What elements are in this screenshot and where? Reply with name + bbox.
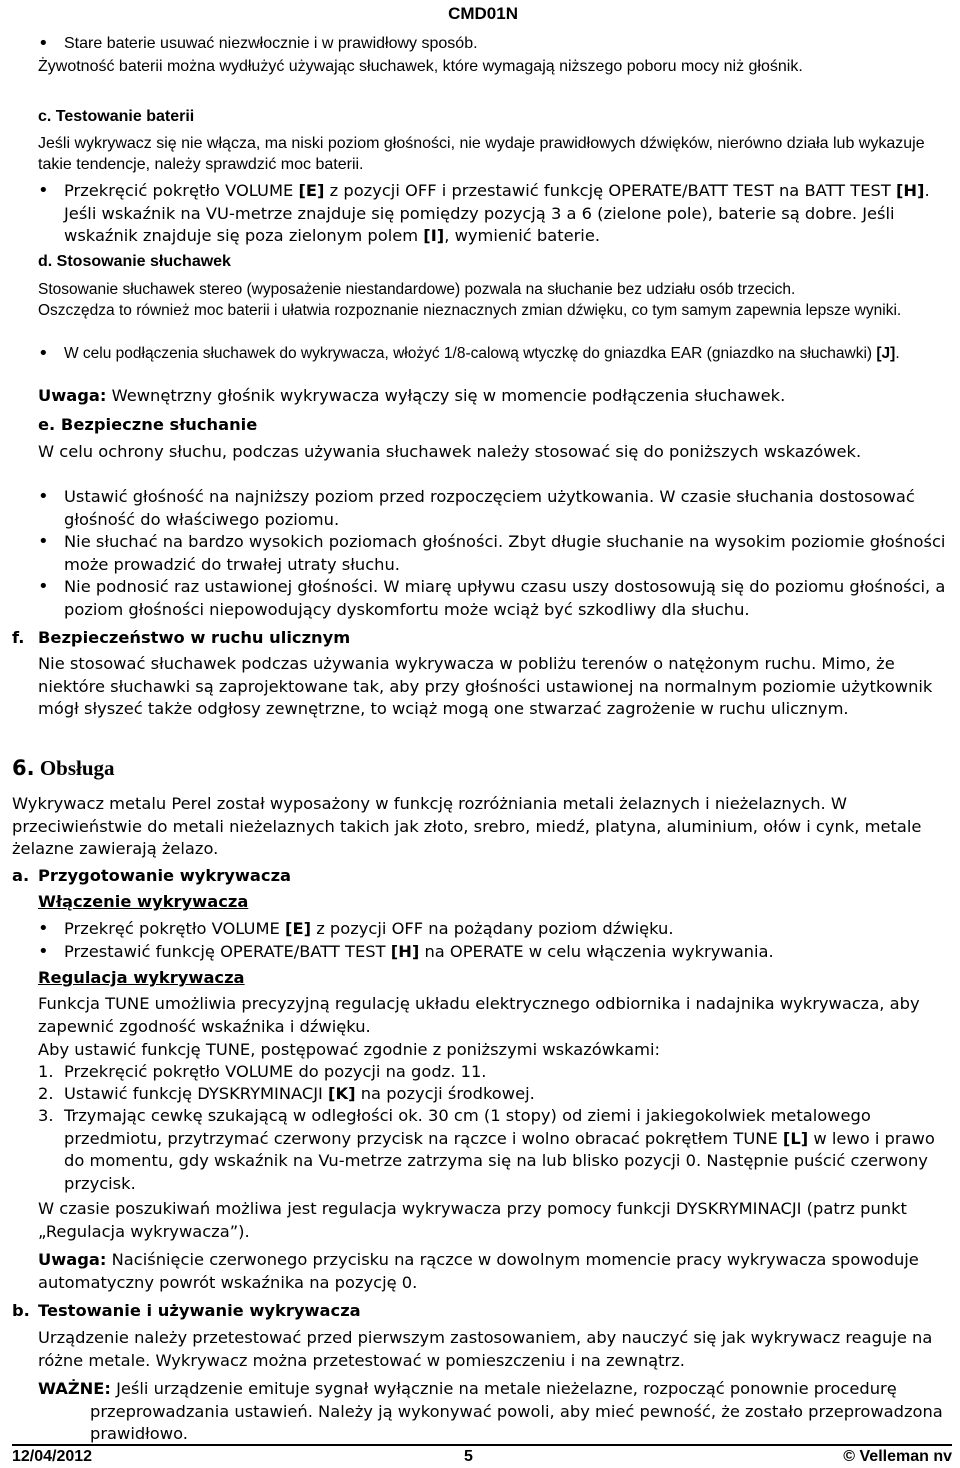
- bullet-old-batteries: • Stare baterie usuwać niezwłocznie i w prawidłowy sposób.: [38, 33, 946, 54]
- subheading-tuning: Regulacja wykrywacza: [38, 968, 245, 987]
- power-on-bullet: • Przestawić funkcję OPERATE/BATT TEST [H] na OPERATE w celu włączenia wykrywania.: [38, 941, 946, 964]
- section-e-bullet: • Ustawić głośność na najniższy poziom przed rozpoczęciem użytkowania. W czasie słuchania dostosować głośność do właściwego poziomu.: [38, 486, 946, 531]
- section-b-paragraph: Urządzenie należy przetestować przed pierwszym zastosowaniem, aby nauczyć się jak wykrywacz reaguje na różne metale. Wykrywacz można przetestować w pomieszczeniu i na zewnątrz.: [38, 1328, 933, 1370]
- discrimination-paragraph: W czasie poszukiwań możliwa jest regulacja wykrywacza przy pomocy funkcji DYSKRYMINACJI (patrz punkt „Regulacja wykrywacza”).: [38, 1199, 907, 1241]
- page-number: 5: [464, 1448, 473, 1465]
- section-c-bullet: • Przekręcić pokrętło VOLUME [E] z pozycji OFF i przestawić funkcję OPERATE/BATT TEST na BATT TEST [H]. Jeśli wskaźnik na VU-metrze znajduje się pomiędzy pozycją 3 a 6 (zielone pole), baterie są dobre. Jeśli wskaźnik znajduje się poza zielonym polem [I], wymienić baterie.: [38, 180, 946, 248]
- section-f-paragraph: Nie stosować słuchawek podczas używania wykrywacza w pobliżu terenów o natężonym ruchu. Mimo, że niektóre słuchawki są zaprojektowane tak, aby przy głośności ustawionej na normalnym poziomie użytkownik mógł słyszeć także odgłosy zewnętrzne, to wciąż mogą one stwarzać zagrożenie w ruchu ulicznym.: [38, 654, 933, 718]
- subheading-power-on: Włączenie wykrywacza: [38, 892, 249, 911]
- page-footer: [12, 1444, 952, 1468]
- section-d-bullet: • W celu podłączenia słuchawek do wykrywacza, włożyć 1/8-calową wtyczkę do gniazdka EAR (gniazdko na słuchawki) [J].: [38, 343, 946, 364]
- section-6-paragraph: Wykrywacz metalu Perel został wyposażony w funkcję rozróżniania metali żelaznych i nieżelaznych. W przeciwieństwie do metali nieżelaznych takich jak złoto, srebro, miedź, platyna, aluminium, ołów i cynk, metale żelazne zawierają żelazo.: [12, 794, 922, 858]
- section-b-heading: b. Testowanie i używanie wykrywacza: [12, 1301, 361, 1320]
- tuning-step: 3. Trzymając cewkę szukającą w odległości ok. 30 cm (1 stopy) od ziemi i jakiegokolwiek metalowego przedmiotu, przytrzymać czerwony przycisk na rączce i wolno obracać pokrętłem TUNE [L] w lewo i prawo do momentu, gdy wskaźnik na Vu-metrze zatrzyma się na lub blisko pozycji 0. Następnie puścić czerwony przycisk.: [38, 1106, 935, 1193]
- document-code: CMD01N: [448, 4, 518, 23]
- section-a-note: Uwaga: Naciśnięcie czerwonego przycisku na rączce w dowolnym momencie pracy wykrywacza spowoduje automatyczny powrót wskaźnika na pozycję 0.: [38, 1250, 919, 1292]
- section-a-heading: a. Przygotowanie wykrywacza: [12, 866, 292, 885]
- power-on-bullet: • Przekręć pokrętło VOLUME [E] z pozycji OFF na pożądany poziom dźwięku.: [38, 918, 946, 941]
- section-6-heading: 6. Obsługa: [12, 756, 115, 780]
- battery-life-text: Żywotność baterii można wydłużyć używając słuchawek, które wymagają niższego poboru mocy niż głośnik.: [38, 58, 803, 75]
- section-c-heading: c. Testowanie baterii: [38, 108, 195, 125]
- section-e-bullet: • Nie podnosić raz ustawionej głośności. W miarę upływu czasu uszy dostosowują się do poziomu głośności, a poziom głośności niepowodujący dyskomfortu może wciąż być szkodliwy dla słuchu.: [38, 576, 946, 621]
- section-d-paragraph-2: Oszczędza to również moc baterii i ułatwia rozpoznanie nieznacznych zmian dźwięku, co tym samym zapewnia lepsze wyniki.: [38, 302, 902, 319]
- section-f-heading: f. Bezpieczeństwo w ruchu ulicznym: [12, 628, 351, 647]
- section-e-bullet: • Nie słuchać na bardzo wysokich poziomach głośności. Zbyt długie słuchanie na wysokim poziomie głośności może prowadzić do trwałej utraty słuchu.: [38, 531, 946, 576]
- section-e-paragraph: W celu ochrony słuchu, podczas używania słuchawek należy stosować się do poniższych wskazówek.: [38, 442, 862, 461]
- important-note: WAŻNE: Jeśli urządzenie emituje sygnał wyłącznie na metale nieżelazne, rozpocząć ponownie procedurę przeprowadzania ustawień. Należy ją wykonywać powoli, aby mieć pewność, że zostało przeprowadzona prawidłowo.: [38, 1379, 943, 1443]
- section-d-heading: d. Stosowanie słuchawek: [38, 253, 231, 270]
- tuning-step: 2. Ustawić funkcję DYSKRYMINACJI [K] na pozycji środkowej.: [38, 1084, 535, 1103]
- tuning-instructions-intro: Aby ustawić funkcję TUNE, postępować zgodnie z poniższymi wskazówkami:: [38, 1040, 661, 1059]
- section-d-note: Uwaga: Wewnętrzny głośnik wykrywacza wyłączy się w momencie podłączenia słuchawek.: [38, 386, 786, 405]
- section-d-paragraph-1: Stosowanie słuchawek stereo (wyposażenie niestandardowe) pozwala na słuchanie bez udziału osób trzecich.: [38, 281, 796, 298]
- tuning-step: 1. Przekręcić pokrętło VOLUME do pozycji na godz. 11.: [38, 1062, 487, 1081]
- tuning-paragraph: Funkcja TUNE umożliwia precyzyjną regulację układu elektrycznego odbiornika i nadajnika wykrywacza, aby zapewnić zgodność wskaźnika i dźwięku.: [38, 994, 920, 1036]
- section-c-paragraph: Jeśli wykrywacz się nie włącza, ma niski poziom głośności, nie wydaje prawidłowych dźwięków, nierówno działa lub wykazuje takie tendencje, należy sprawdzić moc baterii.: [38, 135, 925, 173]
- footer-copyright: © Velleman nv: [843, 1448, 952, 1465]
- footer-date: 12/04/2012: [12, 1448, 93, 1465]
- section-e-heading: e. Bezpieczne słuchanie: [38, 415, 258, 434]
